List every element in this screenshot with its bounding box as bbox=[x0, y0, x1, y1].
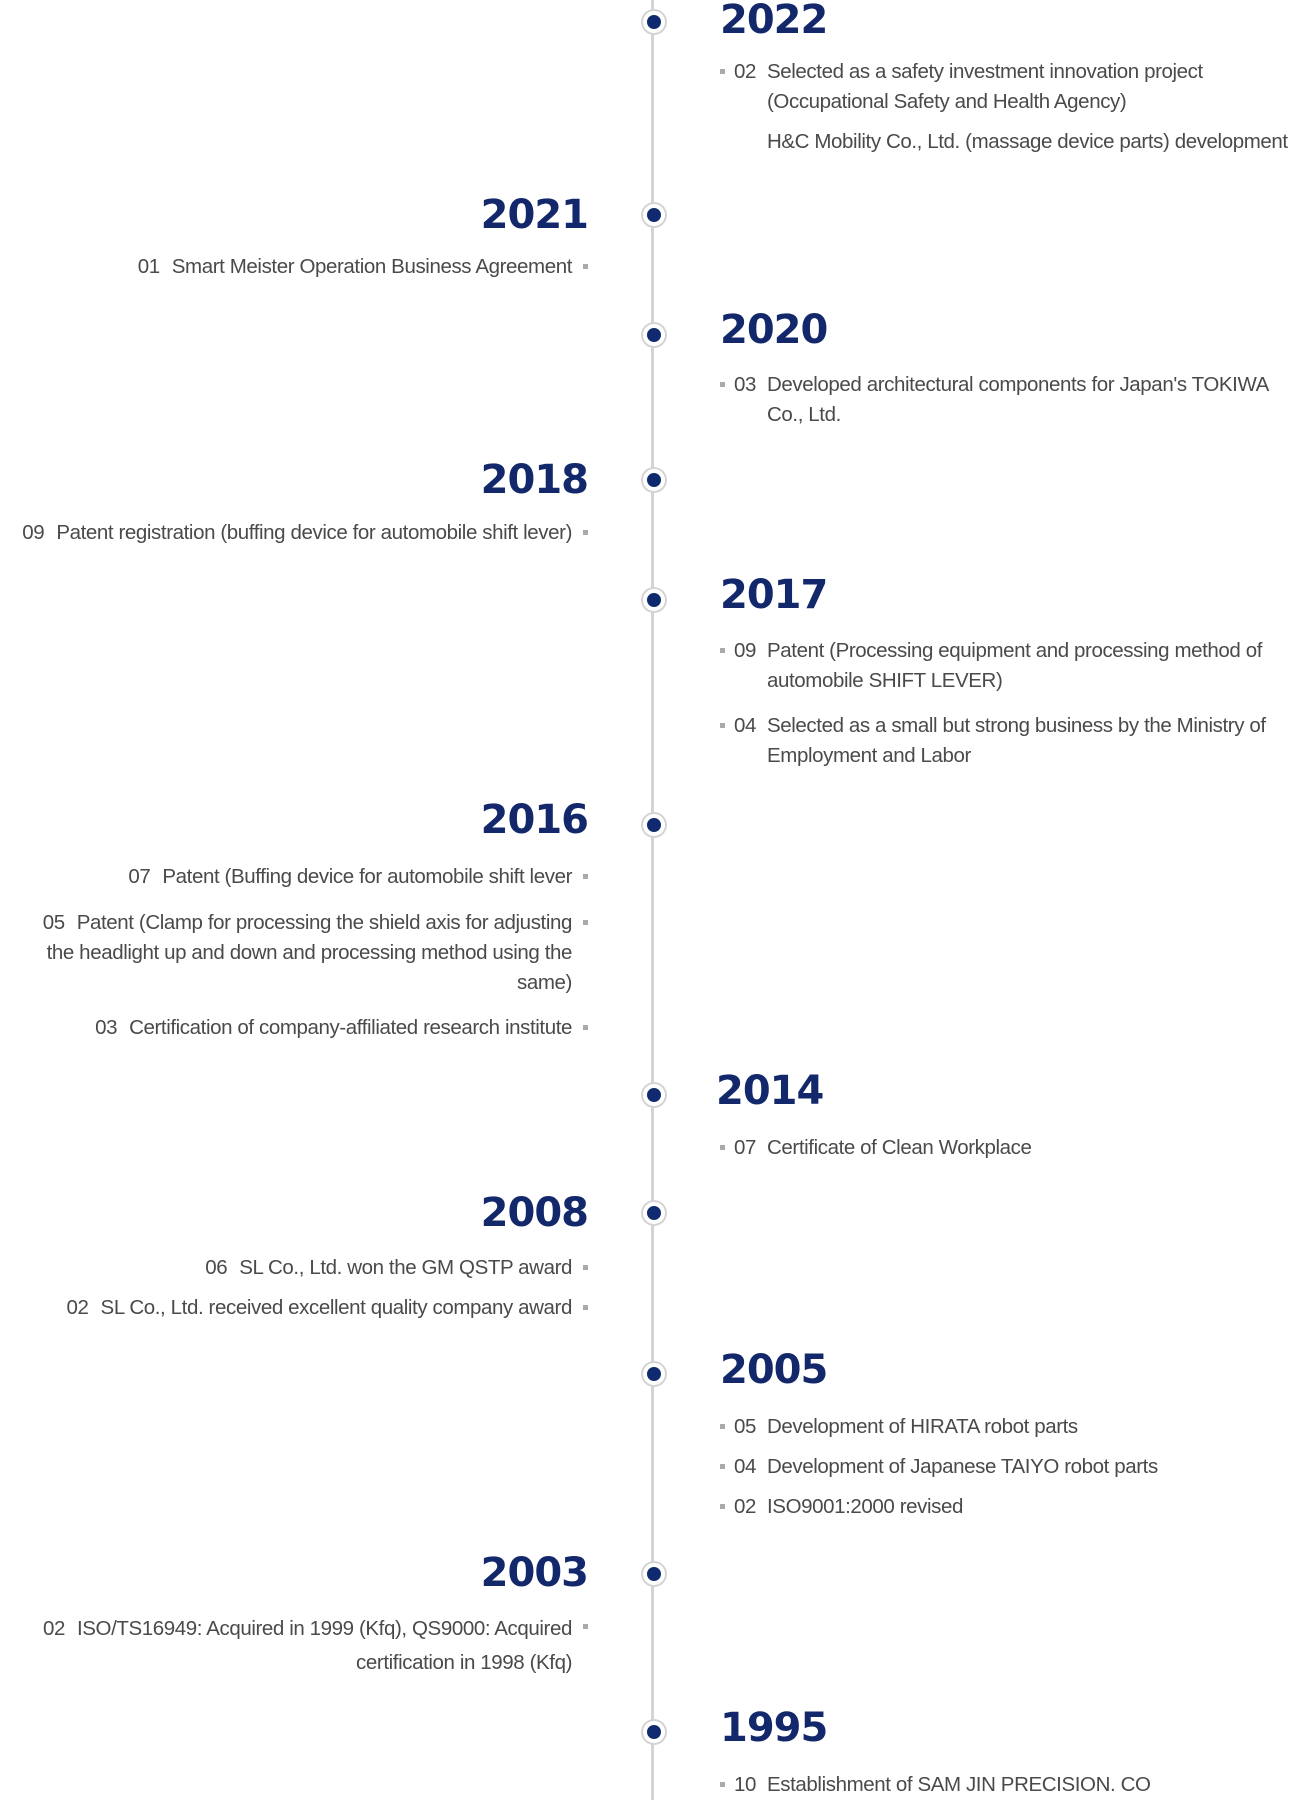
item-month: 04 bbox=[734, 1455, 757, 1478]
item-text: Development of HIRATA robot parts bbox=[767, 1415, 1078, 1438]
item-month: 09 bbox=[22, 521, 45, 544]
bullet-icon bbox=[583, 530, 588, 535]
item-text: Developed architectural components for Japan's TOKIWA bbox=[767, 373, 1269, 396]
timeline-item bbox=[95, 1013, 588, 1043]
year-heading: 2003 bbox=[480, 1550, 588, 1596]
bullet-icon bbox=[583, 1025, 588, 1030]
bullet-icon bbox=[583, 1265, 588, 1270]
year-heading: 2018 bbox=[480, 457, 588, 503]
year-heading: 2008 bbox=[480, 1190, 588, 1236]
timeline-item bbox=[138, 252, 588, 282]
timeline-dot bbox=[643, 204, 665, 226]
bullet-icon bbox=[720, 648, 725, 653]
item-month: 02 bbox=[66, 1296, 89, 1319]
timeline-line bbox=[651, 0, 654, 1800]
timeline-item bbox=[720, 127, 1300, 157]
timeline-dot bbox=[643, 1721, 665, 1743]
item-month: 03 bbox=[95, 1016, 118, 1039]
item-month: 09 bbox=[734, 639, 757, 662]
timeline-item bbox=[22, 518, 588, 548]
item-text: Patent registration (buffing device for automobile shift lever) bbox=[56, 521, 572, 544]
item-text-continued: the headlight up and down and processing method using the bbox=[46, 941, 572, 964]
item-text-continued: certification in 1998 (Kfq) bbox=[356, 1651, 572, 1674]
year-heading: 2016 bbox=[480, 797, 588, 843]
bullet-icon bbox=[720, 1145, 725, 1150]
timeline-item bbox=[720, 711, 1300, 771]
timeline-item bbox=[128, 862, 588, 892]
item-text-continued: same) bbox=[517, 971, 572, 994]
item-text-continued: automobile SHIFT LEVER) bbox=[767, 669, 1003, 692]
item-month: 02 bbox=[734, 1495, 757, 1518]
item-month: 02 bbox=[734, 60, 757, 83]
bullet-icon bbox=[583, 1305, 588, 1310]
timeline-dot bbox=[643, 11, 665, 33]
year-heading: 1995 bbox=[720, 1705, 828, 1751]
item-text: Establishment of SAM JIN PRECISION. CO bbox=[767, 1773, 1151, 1796]
item-text-continued: Co., Ltd. bbox=[767, 403, 841, 426]
item-text: SL Co., Ltd. received excellent quality company award bbox=[100, 1296, 572, 1319]
item-text-continued: Employment and Labor bbox=[767, 744, 971, 767]
item-text: SL Co., Ltd. won the GM QSTP award bbox=[239, 1256, 572, 1279]
item-text: Certification of company-affiliated research institute bbox=[129, 1016, 572, 1039]
bullet-icon bbox=[583, 264, 588, 269]
item-month: 02 bbox=[42, 1617, 65, 1640]
timeline-item bbox=[67, 1293, 588, 1323]
timeline-dot bbox=[643, 1563, 665, 1585]
item-text: Smart Meister Operation Business Agreement bbox=[171, 255, 572, 278]
item-text: Selected as a small but strong business by the Ministry of bbox=[767, 714, 1266, 737]
year-heading: 2005 bbox=[720, 1347, 828, 1393]
item-month: 07 bbox=[128, 865, 151, 888]
timeline-dot bbox=[643, 324, 665, 346]
bullet-icon bbox=[720, 1504, 725, 1509]
item-month: 05 bbox=[734, 1415, 757, 1438]
timeline-item bbox=[720, 1452, 1300, 1482]
item-text: Patent (Buffing device for automobile shift lever bbox=[162, 865, 572, 888]
timeline-dot bbox=[643, 469, 665, 491]
timeline-dot bbox=[643, 1084, 665, 1106]
item-month: 01 bbox=[137, 255, 160, 278]
item-text-continued: (Occupational Safety and Health Agency) bbox=[767, 90, 1127, 113]
timeline-item bbox=[720, 57, 1300, 117]
timeline-item bbox=[720, 1770, 1300, 1800]
timeline-item bbox=[720, 636, 1300, 696]
item-month: 06 bbox=[205, 1256, 228, 1279]
item-text: Certificate of Clean Workplace bbox=[767, 1136, 1032, 1159]
timeline-item bbox=[43, 1612, 588, 1680]
timeline-dot bbox=[643, 814, 665, 836]
item-text: Patent (Processing equipment and processing method of bbox=[767, 639, 1263, 662]
timeline-item bbox=[205, 1253, 588, 1283]
bullet-icon bbox=[720, 723, 725, 728]
item-month: 03 bbox=[734, 373, 757, 396]
timeline-item bbox=[43, 908, 588, 998]
bullet-icon bbox=[583, 874, 588, 879]
item-text: Patent (Clamp for processing the shield axis for adjusting bbox=[76, 911, 572, 934]
timeline-dot bbox=[643, 589, 665, 611]
year-heading: 2022 bbox=[720, 0, 828, 43]
item-text: ISO9001:2000 revised bbox=[767, 1495, 963, 1518]
timeline-dot bbox=[643, 1363, 665, 1385]
timeline-item bbox=[720, 1492, 1300, 1522]
item-month: 10 bbox=[734, 1773, 757, 1796]
timeline-item bbox=[720, 370, 1300, 430]
bullet-icon bbox=[720, 1424, 725, 1429]
item-month: 05 bbox=[42, 911, 65, 934]
item-text: Selected as a safety investment innovation project bbox=[767, 60, 1203, 83]
bullet-icon bbox=[720, 382, 725, 387]
bullet-icon bbox=[583, 920, 588, 925]
timeline-dot bbox=[643, 1202, 665, 1224]
year-heading: 2021 bbox=[480, 192, 588, 238]
bullet-icon bbox=[720, 1782, 725, 1787]
bullet-icon bbox=[720, 69, 725, 74]
bullet-icon bbox=[720, 1464, 725, 1469]
year-heading: 2020 bbox=[720, 307, 828, 353]
year-heading: 2017 bbox=[720, 572, 828, 618]
item-month: 07 bbox=[734, 1136, 757, 1159]
item-text: ISO/TS16949: Acquired in 1999 (Kfq), QS9000: Acquired bbox=[76, 1617, 572, 1640]
timeline-item bbox=[720, 1412, 1300, 1442]
timeline-item bbox=[720, 1133, 1300, 1163]
bullet-icon bbox=[583, 1624, 588, 1629]
item-text: H&C Mobility Co., Ltd. (massage device parts) development bbox=[767, 130, 1288, 153]
item-text: Development of Japanese TAIYO robot parts bbox=[767, 1455, 1158, 1478]
item-month: 04 bbox=[734, 714, 757, 737]
year-heading: 2014 bbox=[716, 1068, 824, 1114]
